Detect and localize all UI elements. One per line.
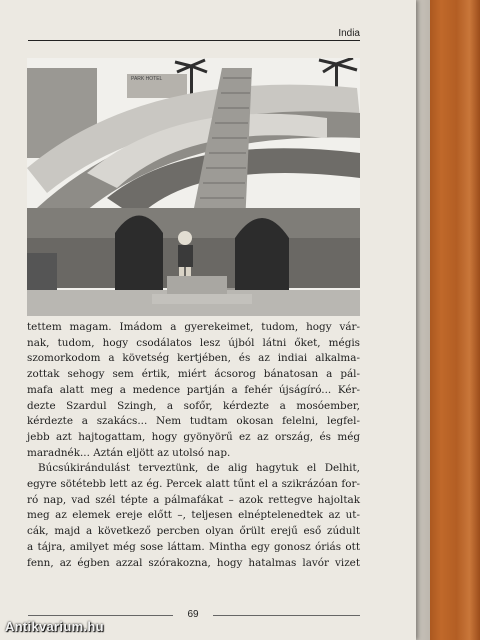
text-line: meg az elemek ereje előtt –, teljesen elnéptelenedtek az ut-: [27, 509, 360, 522]
photo-illustration: [27, 58, 360, 316]
right-arch: [235, 218, 289, 293]
text-line: ró nap, vad szél tépte a pálmafákat – azok rettegve hajoltak: [27, 493, 360, 506]
running-head: India: [338, 28, 360, 39]
watermark: Antikvarium.hu: [5, 619, 104, 634]
text-line: dezte Szardul Szingh, a sofőr, kérdezte a mosóember,: [27, 399, 360, 412]
text-line: maradnék... Aztán eljött az utolsó nap.: [27, 446, 231, 459]
text-line: fenn, az égben azzal szórakozna, hogy hatalmas lavór vizet: [27, 556, 360, 569]
text-line: zottak sehogy sem értik, miért ácsorog bánatosan a pál-: [27, 368, 360, 381]
jantar-mantar-photo: [27, 58, 360, 316]
footer-rule-right: [213, 615, 360, 616]
body-text: [27, 320, 360, 571]
text-line: egyre sötétebb lett az ég. Percek alatt tűnt el a szikrázóan for-: [27, 478, 360, 491]
page-number: 69: [187, 609, 199, 620]
left-arch: [115, 216, 163, 294]
footer-rule-left: [28, 615, 173, 616]
text-line: jebb azt hajtogattam, hogy gyönyörű ez az ország, és még: [27, 430, 360, 443]
text-line: a tájra, amilyet még sose láttam. Mintha egy gonosz óriás ott: [27, 540, 360, 553]
text-line: szomorkodom a követség kertjében, és az indiai alkalma-: [27, 352, 360, 365]
stone-plinth: [152, 294, 252, 304]
hotel-sign: PARK HOTEL: [131, 76, 163, 82]
left-niche: [27, 253, 57, 293]
stone-step: [167, 276, 227, 296]
text-line: Búcsúkirándulást terveztünk, de alig hagytuk el Delhit,: [38, 462, 360, 475]
text-line: mafa alatt meg a medence partján a fehér újságíró... Kér-: [27, 383, 360, 396]
text-line: kérdezte a szakács... Nem tudtam okosan felelni, legfel-: [27, 415, 360, 428]
wooden-table-background: [428, 0, 480, 640]
text-line: cák, majd a következő percben olyan őrült erejű eső zúdult: [27, 525, 360, 538]
header-rule: [28, 40, 360, 41]
text-line: tettem magam. Imádom a gyerekeimet, tudom, hogy vár-: [27, 321, 360, 333]
text-line: nak, tudom, hogy csodálatos lesz újból látni őket, mégis: [27, 336, 360, 349]
